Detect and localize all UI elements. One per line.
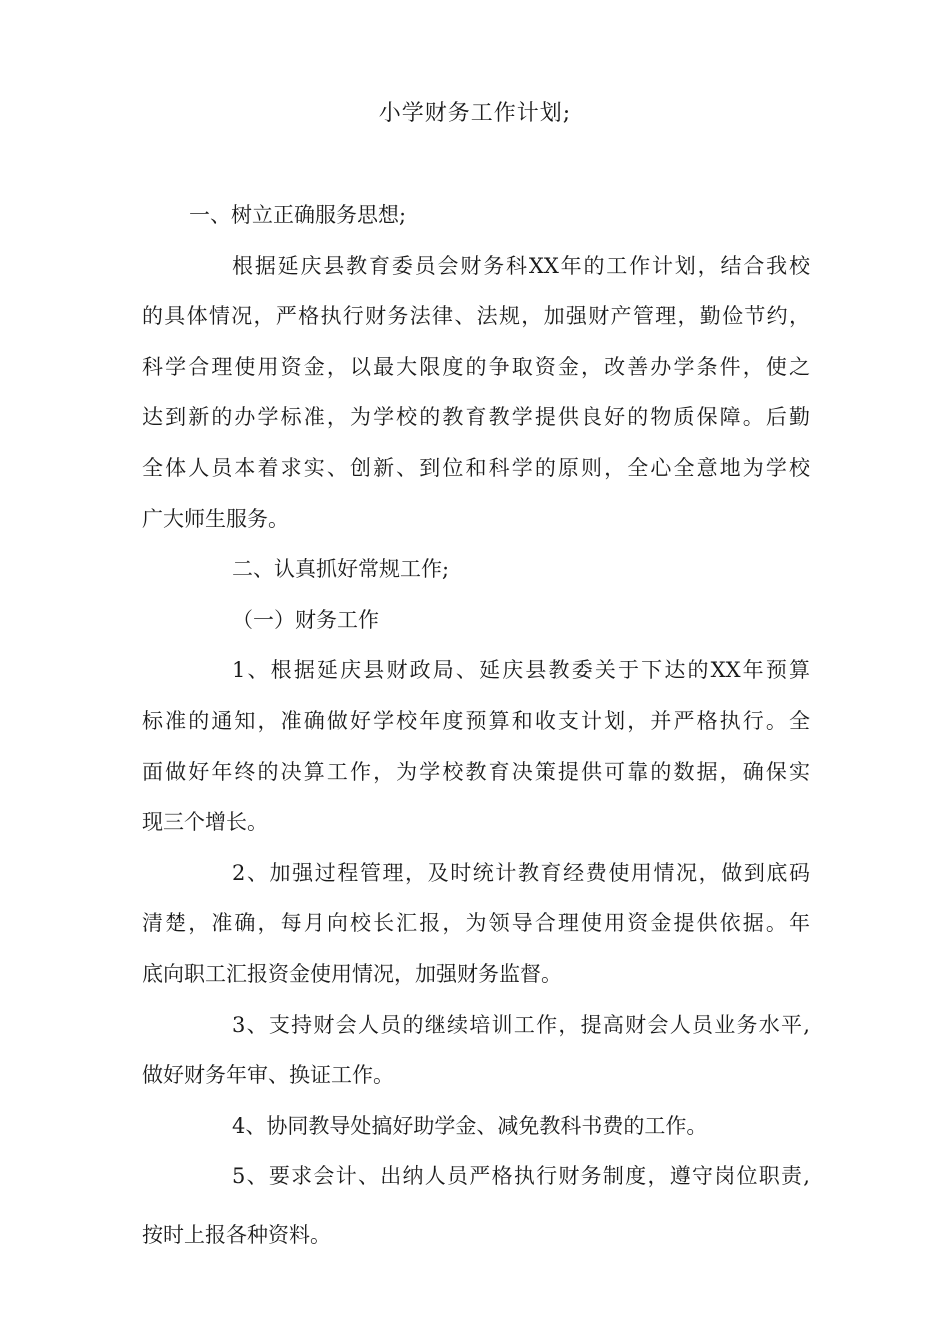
paragraph-line: 广大师生服务。: [142, 506, 289, 531]
paragraph-line: 的具体情况，严格执行财务法律、法规，加强财产管理，勤俭节约，: [142, 304, 810, 329]
paragraph-line: 5、要求会计、出纳人员严格执行财务制度，遵守岗位职责,: [232, 1164, 810, 1189]
paragraph-line: 做好财务年审、换证工作。: [142, 1063, 394, 1088]
paragraph-line: 2、加强过程管理，及时统计教育经费使用情况，做到底码: [232, 860, 810, 885]
paragraph-line: 现三个增长。: [142, 810, 268, 835]
paragraph-line: 清楚，准确，每月向校长汇报，为领导合理使用资金提供依据。年: [142, 911, 810, 936]
paragraph-line: 全体人员本着求实、创新、到位和科学的原则，全心全意地为学校: [142, 455, 810, 480]
paragraph-line: 底向职工汇报资金使用情况，加强财务监督。: [142, 961, 562, 986]
paragraph-line: 按时上报各种资料。: [142, 1222, 331, 1247]
section-heading-2: 二、认真抓好常规工作;: [232, 557, 450, 582]
paragraph-line: 1、根据延庆县财政局、延庆县教委关于下达的XX年预算: [232, 658, 810, 683]
section-heading-1: 一、树立正确服务思想;: [189, 203, 407, 227]
paragraph-line: 4、协同教导处搞好助学金、减免教科书费的工作。: [232, 1113, 708, 1138]
paragraph-line: 面做好年终的决算工作，为学校教育决策提供可靠的数据，确保实: [142, 759, 810, 784]
paragraph-line: 根据延庆县教育委员会财务科XX年的工作计划，结合我校: [232, 253, 810, 278]
document-title: 小学财务工作计划;: [378, 101, 572, 126]
paragraph-line: 达到新的办学标准，为学校的教育教学提供良好的物质保障。后勤: [142, 405, 810, 430]
paragraph-line: 科学合理使用资金，以最大限度的争取资金，改善办学条件，使之: [142, 354, 810, 379]
paragraph-line: 3、支持财会人员的继续培训工作，提高财会人员业务水平,: [232, 1012, 810, 1037]
subsection-heading: （一）财务工作: [232, 607, 379, 632]
paragraph-line: 标准的通知，准确做好学校年度预算和收支计划，并严格执行。全: [142, 708, 810, 733]
document-body: [142, 190, 810, 1260]
